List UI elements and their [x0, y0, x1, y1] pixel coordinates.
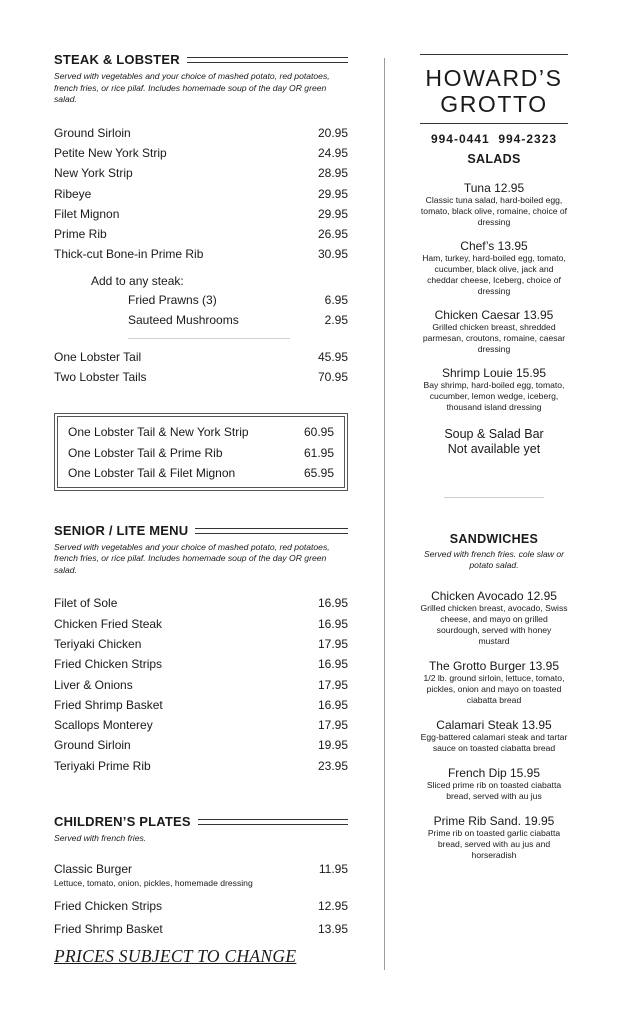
brand-top-rule [420, 54, 568, 55]
item-description: Lettuce, tomato, onion, pickles, homemade dressing [54, 878, 253, 889]
steak-lobster-heading [54, 52, 348, 68]
menu-item: Filet Mignon 29.95 [54, 206, 348, 221]
menu-item: Teriyaki Chicken 17.95 [54, 636, 348, 651]
salad-item: Tuna 12.95 Classic tuna salad, hard-boiled egg, tomato, black olive, romaine, choice of dressing [420, 181, 568, 227]
menu-item: Scallops Monterey 17.95 [54, 718, 348, 733]
menu-item: New York Strip 28.95 [54, 166, 348, 181]
menu-item: Filet of Sole 16.95 [54, 596, 348, 611]
salad-item: Shrimp Louie 15.95 Bay shrimp, hard-boiled egg, tomato, cucumber, lemon wedge, iceberg, thousand island dressing [423, 366, 565, 412]
prices-notice: PRICES SUBJECT TO CHANGE [54, 946, 297, 966]
heading-rule [195, 528, 348, 534]
lobster-item: Two Lobster Tails 70.95 [54, 370, 348, 385]
children-plates-title: CHILDREN’S PLATES [54, 813, 191, 829]
restaurant-name-line1: HOWARD’S [425, 65, 563, 91]
senior-list [54, 593, 348, 776]
menu-item: Classic Burger 11.95 Lettuce, tomato, onion, pickles, homemade dressing [54, 862, 348, 889]
restaurant-name [420, 65, 568, 117]
soup-salad-bar-note: Soup & Salad Bar Not available yet [444, 427, 544, 456]
senior-menu-description: Served with vegetables and your choice of mashed potato, red potatoes, french fries, or rice pilaf. Includes homemade soup of the day OR green salad. [54, 541, 330, 575]
addon-item: Sauteed Mushrooms 2.95 [128, 312, 348, 327]
menu-item: Thick-cut Bone-in Prime Rib 30.95 [54, 247, 348, 262]
combo-item: One Lobster Tail & Filet Mignon 65.95 [68, 466, 334, 481]
salads-heading: SALADS [467, 152, 521, 166]
senior-menu-title: SENIOR / LITE MENU [54, 522, 189, 538]
combo-box [54, 413, 348, 491]
sandwiches-description: Served with french fries. cole slaw or potato salad. [424, 549, 564, 570]
children-plates-description: Served with french fries. [54, 832, 147, 843]
menu-item: Petite New York Strip 24.95 [54, 145, 348, 160]
heading-rule [198, 819, 348, 825]
restaurant-name-line2: GROTTO [440, 91, 548, 117]
sandwich-item: The Grotto Burger 13.95 1/2 lb. ground sirloin, lettuce, tomato, pickles, onion and mayo on toasted ciabatta bread [423, 659, 565, 705]
right-column [420, 52, 568, 872]
combo-item: One Lobster Tail & New York Strip 60.95 [68, 425, 334, 440]
addon-heading: Add to any steak: [91, 274, 184, 289]
left-column [54, 52, 348, 940]
menu-item: Fried Chicken Strips 16.95 [54, 657, 348, 672]
divider [128, 338, 290, 339]
menu-item: Fried Shrimp Basket 13.95 [54, 921, 348, 936]
children-plates-heading [54, 814, 348, 830]
combo-item: One Lobster Tail & Prime Rib 61.95 [68, 445, 334, 460]
divider [444, 497, 544, 498]
phone-1: 994-0441 [430, 132, 490, 146]
menu-item: Liver & Onions 17.95 [54, 677, 348, 692]
column-divider [384, 58, 385, 970]
sandwich-item: Chicken Avocado 12.95 Grilled chicken breast, avocado, Swiss cheese, and mayo on grilled sourdough, served with honey mustard [420, 589, 568, 646]
phone-2: 994-2323 [498, 132, 558, 146]
sandwich-item: French Dip 15.95 Sliced prime rib on toasted ciabatta bread, served with au jus [426, 766, 562, 801]
steak-lobster-title: STEAK & LOBSTER [54, 52, 180, 67]
menu-item: Fried Chicken Strips 12.95 [54, 898, 348, 913]
menu-item: Prime Rib 26.95 [54, 227, 348, 242]
menu-item: Teriyaki Prime Rib 23.95 [54, 758, 348, 773]
salad-item: Chef’s 13.95 Ham, turkey, hard-boiled egg, tomato, cucumber, black olive, jack and cheddar cheese, Iceberg, choice of dressing [422, 239, 566, 296]
menu-item: Ribeye 29.95 [54, 186, 348, 201]
phone-numbers [420, 132, 568, 146]
sandwiches-heading: SANDWICHES [449, 532, 539, 546]
senior-menu-heading [54, 523, 348, 539]
brand-bottom-rule [420, 123, 568, 124]
menu-item: Ground Sirloin 19.95 [54, 738, 348, 753]
salad-item: Chicken Caesar 13.95 Grilled chicken breast, shredded parmesan, croutons, romaine, caesar dressing [422, 308, 566, 354]
menu-item: Ground Sirloin 20.95 [54, 125, 348, 140]
addon-item: Fried Prawns (3) 6.95 [128, 292, 348, 307]
lobster-item: One Lobster Tail 45.95 [54, 349, 348, 364]
steak-lobster-description: Served with vegetables and your choice of mashed potato, red potatoes, french fries, or rice pilaf. Includes homemade soup of the day OR green salad. [54, 71, 330, 104]
heading-rule [187, 57, 348, 63]
menu-item: Fried Shrimp Basket 16.95 [54, 697, 348, 712]
steak-list [54, 123, 348, 265]
sandwich-item: Prime Rib Sand. 19.95 Prime rib on toasted garlic ciabatta bread, served with au jus and horseradish [427, 814, 561, 860]
menu-item: Chicken Fried Steak 16.95 [54, 616, 348, 631]
sandwich-item: Calamari Steak 13.95 Egg-battered calamari steak and tartar sauce on toasted ciabatta bread [420, 718, 568, 753]
